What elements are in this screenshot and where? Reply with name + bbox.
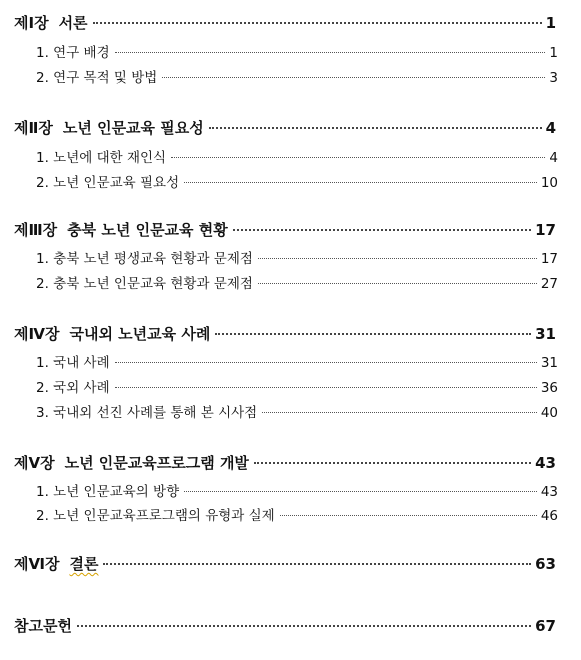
section-title: 3. 국내외 선진 사례를 통해 본 시사점 xyxy=(36,405,258,421)
toc-section-1-1[interactable] xyxy=(36,41,558,61)
dot-leader xyxy=(280,515,537,516)
dot-leader xyxy=(171,157,545,158)
dot-leader xyxy=(93,22,542,24)
page-number: 40 xyxy=(540,405,558,421)
dot-leader xyxy=(115,52,546,53)
toc-section-4-1[interactable] xyxy=(36,351,558,371)
toc-chapter-2[interactable] xyxy=(14,117,556,138)
section-title: 1. 노년 인문교육의 방향 xyxy=(36,484,180,500)
toc-section-5-2[interactable] xyxy=(36,504,558,524)
section-title: 1. 국내 사례 xyxy=(36,355,110,371)
toc-section-1-2[interactable] xyxy=(36,66,558,86)
chapter-title: 제Ⅳ장 국내외 노년교육 사례 xyxy=(14,325,211,343)
dot-leader xyxy=(254,462,531,464)
page-number: 17 xyxy=(540,251,558,267)
section-title: 1. 충북 노년 평생교육 현황과 문제점 xyxy=(36,251,253,267)
page-number: 4 xyxy=(545,119,556,137)
dot-leader xyxy=(162,77,545,78)
toc-section-3-1[interactable] xyxy=(36,247,558,267)
section-title: 2. 노년 인문교육프로그램의 유형과 실제 xyxy=(36,508,275,524)
page-number: 31 xyxy=(540,355,558,371)
toc-section-2-1[interactable] xyxy=(36,146,558,166)
toc-section-4-3[interactable] xyxy=(36,401,558,421)
chapter-title: 제Ⅲ장 충북 노년 인문교육 현황 xyxy=(14,221,228,239)
dot-leader xyxy=(77,625,531,627)
page-number: 10 xyxy=(540,175,558,191)
page-number: 27 xyxy=(540,276,558,292)
section-title: 1. 노년에 대한 재인식 xyxy=(36,150,167,166)
references-title: 참고문헌 xyxy=(14,617,72,635)
section-title: 1. 연구 배경 xyxy=(36,45,110,61)
toc-chapter-1[interactable] xyxy=(14,12,556,33)
page-number: 17 xyxy=(535,221,556,239)
chapter-title: 제Ⅵ장 결론 xyxy=(14,555,99,573)
dot-leader xyxy=(103,563,531,565)
section-title: 2. 충북 노년 인문교육 현황과 문제점 xyxy=(36,276,253,292)
toc-section-5-1[interactable] xyxy=(36,480,558,500)
chapter-title: 제Ⅰ장 서론 xyxy=(14,14,88,32)
page-number: 1 xyxy=(545,14,556,32)
toc-references[interactable] xyxy=(14,615,556,636)
page-number: 43 xyxy=(535,454,556,472)
dot-leader xyxy=(184,182,537,183)
section-title: 2. 노년 인문교육 필요성 xyxy=(36,175,180,191)
dot-leader xyxy=(258,283,537,284)
toc-chapter-3[interactable] xyxy=(14,219,556,240)
toc-chapter-4[interactable] xyxy=(14,323,556,344)
page-number: 4 xyxy=(549,150,558,166)
page-number: 36 xyxy=(540,380,558,396)
page-number: 1 xyxy=(549,45,558,61)
chapter-title: 제Ⅴ장 노년 인문교육프로그램 개발 xyxy=(14,454,249,472)
section-title: 2. 국외 사례 xyxy=(36,380,110,396)
page-number: 63 xyxy=(535,555,556,573)
toc-chapter-6[interactable] xyxy=(14,553,556,574)
page-number: 31 xyxy=(535,325,556,343)
dot-leader xyxy=(233,229,531,231)
section-title: 2. 연구 목적 및 방법 xyxy=(36,70,158,86)
page-number: 43 xyxy=(540,484,558,500)
dot-leader xyxy=(209,127,542,129)
dot-leader xyxy=(184,491,537,492)
toc-section-2-2[interactable] xyxy=(36,171,558,191)
dot-leader xyxy=(115,387,537,388)
chapter-title: 제Ⅱ장 노년 인문교육 필요성 xyxy=(14,119,204,137)
dot-leader xyxy=(215,333,531,335)
dot-leader xyxy=(258,258,537,259)
toc-section-4-2[interactable] xyxy=(36,376,558,396)
page-number: 67 xyxy=(535,617,556,635)
dot-leader xyxy=(262,412,537,413)
toc-chapter-5[interactable] xyxy=(14,452,556,473)
page-number: 46 xyxy=(540,508,558,524)
dot-leader xyxy=(115,362,537,363)
toc-section-3-2[interactable] xyxy=(36,272,558,292)
page-number: 3 xyxy=(549,70,558,86)
